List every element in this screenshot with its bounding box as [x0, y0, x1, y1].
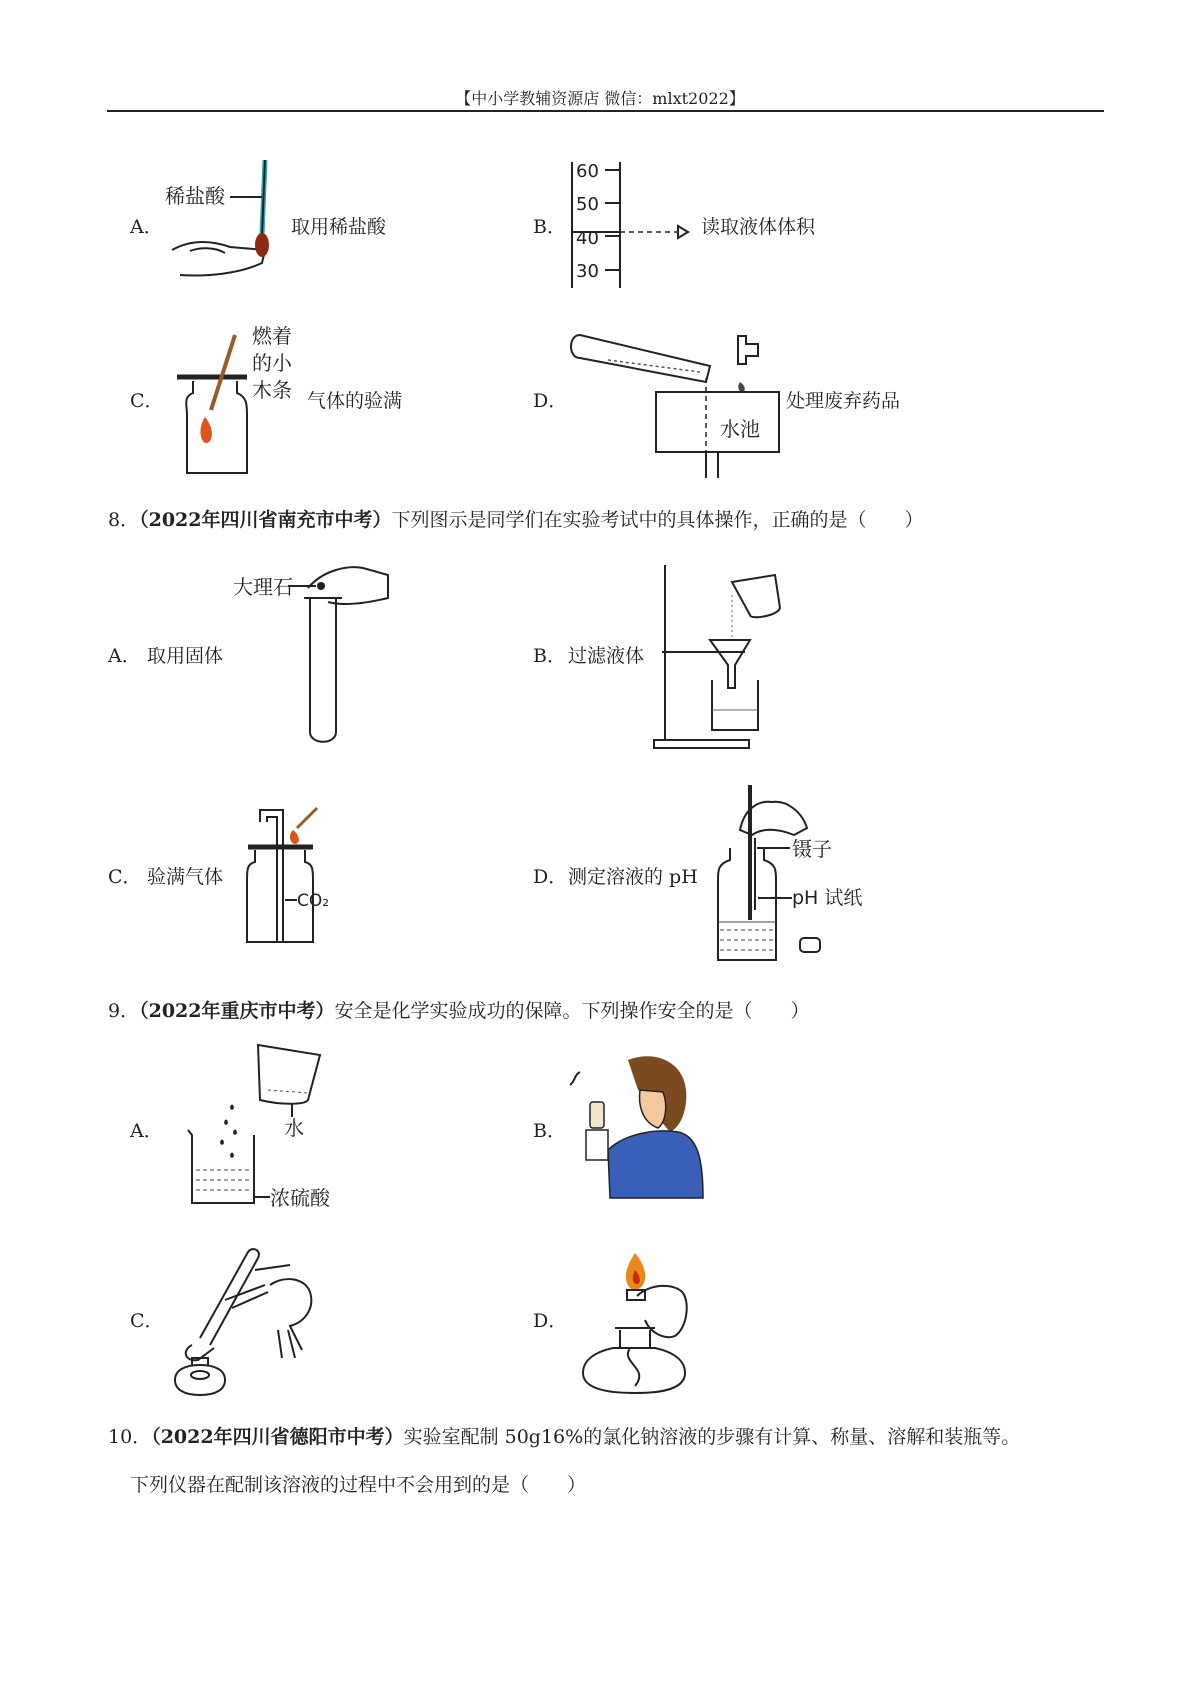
q8-option-a-letter: A． — [108, 645, 141, 667]
header-rule — [107, 110, 1104, 112]
q8-option-c-letter: C． — [108, 866, 142, 888]
q7-option-c-label-line1: 燃着 — [252, 324, 292, 348]
question-9-text: 安全是化学实验成功的保障。下列操作安全的是（ ） — [334, 1000, 810, 1022]
q9-option-c-heating-illustration — [170, 1230, 320, 1395]
question-9-stem — [108, 996, 810, 1023]
question-10-text-line2: 下列仪器在配制该溶液的过程中不会用到的是（ ） — [130, 1474, 587, 1496]
q7-option-d-sink-illustration — [568, 330, 783, 480]
q7-option-a-label: 稀盐酸 — [165, 184, 225, 208]
question-9-source: （2022年重庆市中考） — [139, 1000, 335, 1022]
q9-option-c-letter: C． — [130, 1310, 164, 1332]
question-10-source: （2022年四川省德阳市中考） — [151, 1426, 404, 1448]
q9-option-a-letter: A． — [130, 1120, 163, 1142]
q8-option-d-letter: D． — [533, 866, 568, 888]
q7-option-b-tick-40: 40 — [576, 228, 599, 249]
q7-option-d-caption: 处理废弃药品 — [786, 390, 901, 412]
q8-option-d-label-ph-paper: pH 试纸 — [792, 887, 863, 909]
question-8-stem — [108, 505, 924, 532]
q8-option-d-caption: 测定溶液的 pH — [568, 866, 698, 888]
q9-option-a-label-water: 水 — [284, 1116, 304, 1140]
q7-option-d-label: 水池 — [720, 417, 760, 441]
q7-option-b-tick-50: 50 — [576, 194, 599, 215]
question-8-text: 下列图示是同学们在实验考试中的具体操作，正确的是（ ） — [391, 509, 924, 531]
q7-option-c-bottle-illustration — [175, 325, 305, 475]
q8-option-d-ph-test-illustration — [712, 780, 872, 975]
q8-option-a-label: 大理石 — [233, 575, 293, 599]
question-9-number: 9． — [108, 1000, 140, 1022]
page-header: 【中小学教辅资源店 微信：mlxt2022】 — [455, 89, 745, 108]
q7-option-b-letter: B． — [533, 216, 566, 238]
q9-option-d-letter: D． — [533, 1310, 568, 1332]
q7-option-c-caption: 气体的验满 — [307, 390, 403, 412]
q7-option-c-letter: C． — [130, 390, 164, 412]
q8-option-c-gas-bottle-illustration — [245, 800, 355, 950]
q8-option-b-filter-illustration — [650, 560, 800, 750]
q9-option-a-dilution-illustration — [180, 1035, 350, 1210]
q7-option-b-tick-30: 30 — [576, 261, 599, 282]
q8-option-a-test-tube-illustration — [228, 560, 398, 745]
q8-option-a-caption: 取用固体 — [147, 645, 224, 667]
q7-option-c-label-line3: 木条 — [252, 378, 292, 402]
q7-option-c-label-line2: 的小 — [252, 351, 292, 375]
question-8-number: 8． — [108, 509, 140, 531]
q8-option-d-label-tweezers: 镊子 — [792, 837, 832, 861]
q7-option-a-letter: A． — [130, 216, 163, 238]
q9-option-a-label-acid: 浓硫酸 — [270, 1186, 330, 1210]
question-10-stem — [108, 1422, 1020, 1449]
q8-option-c-caption: 验满气体 — [147, 866, 224, 888]
q8-option-b-letter: B． — [533, 645, 566, 667]
q9-option-d-lamp-illustration — [565, 1248, 700, 1393]
q8-option-c-label: CO₂ — [297, 891, 330, 911]
q7-option-b-tick-60: 60 — [576, 161, 599, 182]
q7-option-a-caption: 取用稀盐酸 — [291, 216, 387, 238]
q9-option-b-smelling-illustration — [568, 1050, 703, 1200]
question-10-text: 实验室配制 50g16%的氯化钠溶液的步骤有计算、称量、溶解和装瓶等。 — [403, 1426, 1021, 1448]
q7-option-a-dropper-illustration — [165, 155, 270, 290]
q7-option-b-cylinder-illustration — [570, 160, 700, 290]
question-10-number: 10． — [108, 1426, 152, 1448]
q8-option-b-caption: 过滤液体 — [568, 645, 645, 667]
q7-option-d-letter: D． — [533, 390, 568, 412]
q9-option-b-letter: B． — [533, 1120, 566, 1142]
question-8-source: （2022年四川省南充市中考） — [139, 509, 392, 531]
q7-option-b-caption: 读取液体体积 — [701, 216, 816, 238]
